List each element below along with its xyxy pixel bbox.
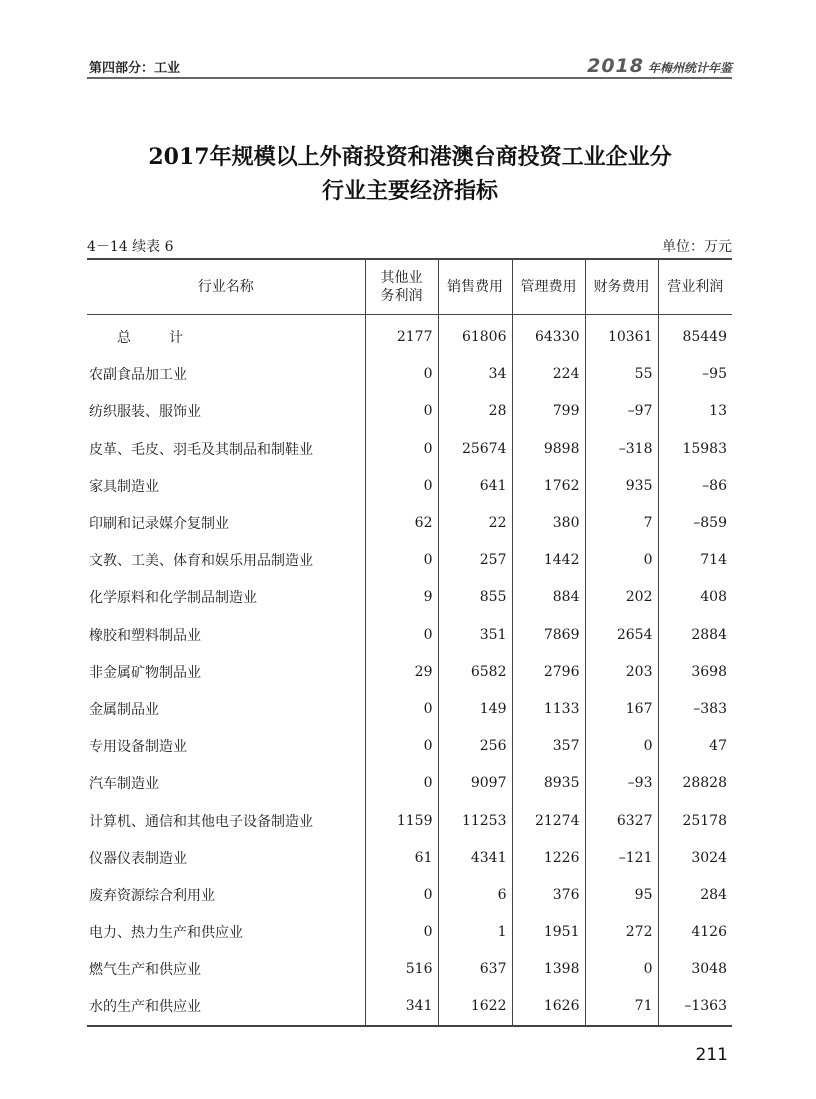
finance-expense-cell: 55	[585, 356, 658, 393]
table-row	[87, 579, 732, 616]
table-row	[87, 951, 732, 988]
admin-expense-cell: 380	[512, 504, 585, 541]
table-row	[87, 356, 732, 393]
other-profit-cell: 0	[365, 393, 438, 430]
finance-expense-cell: 167	[585, 690, 658, 727]
admin-expense-cell: 21274	[512, 802, 585, 839]
yearbook-title	[587, 55, 732, 77]
industry-name: 汽车制造业	[89, 776, 159, 793]
page-title	[60, 140, 760, 208]
finance-expense-cell: 0	[585, 542, 658, 579]
finance-expense-cell: 2654	[585, 616, 658, 653]
operating-profit-cell: 3698	[658, 653, 732, 690]
finance-expense-cell: –93	[585, 765, 658, 802]
industry-name: 化学原料和化学制品制造业	[89, 590, 257, 607]
sales-expense-cell: 28	[438, 393, 512, 430]
unit-label: 单位：万元	[662, 239, 732, 255]
admin-expense-cell: 884	[512, 579, 585, 616]
admin-expense-cell: 224	[512, 356, 585, 393]
finance-expense-cell: 10361	[585, 314, 658, 356]
operating-profit-cell: –383	[658, 690, 732, 727]
industry-name: 家具制造业	[89, 478, 159, 495]
operating-profit-cell: –95	[658, 356, 732, 393]
other-profit-cell: 29	[365, 653, 438, 690]
table-row	[87, 988, 732, 1026]
other-profit-cell: 62	[365, 504, 438, 541]
col-header-industry: 行业名称	[87, 259, 365, 314]
industry-name: 专用设备制造业	[89, 739, 187, 756]
table-row	[87, 616, 732, 653]
other-profit-cell: 1159	[365, 802, 438, 839]
industry-name: 水的生产和供应业	[87, 988, 365, 1026]
table-row	[87, 690, 732, 727]
sales-expense-cell: 61806	[438, 314, 512, 356]
sales-expense-cell: 25674	[438, 430, 512, 467]
operating-profit-cell: 4126	[658, 914, 732, 951]
finance-expense-cell: 95	[585, 876, 658, 913]
admin-expense-cell: 376	[512, 876, 585, 913]
table-row	[87, 393, 732, 430]
sales-expense-cell: 34	[438, 356, 512, 393]
industry-name: 皮革、毛皮、羽毛及其制品和制鞋业	[89, 441, 313, 458]
industry-name: 计算机、通信和其他电子设备制造业	[89, 813, 313, 830]
section-label: 第四部分：工业	[89, 61, 181, 76]
other-profit-cell: 0	[365, 765, 438, 802]
operating-profit-cell: 284	[658, 876, 732, 913]
table-row-total	[87, 314, 732, 356]
table-row	[87, 430, 732, 467]
finance-expense-cell: –121	[585, 839, 658, 876]
admin-expense-cell: 1626	[512, 988, 585, 1026]
industry-name: 仪器仪表制造业	[89, 850, 187, 867]
other-profit-cell: 2177	[365, 314, 438, 356]
admin-expense-cell: 8935	[512, 765, 585, 802]
table-row	[87, 467, 732, 504]
table-row	[87, 653, 732, 690]
other-profit-cell: 61	[365, 839, 438, 876]
table-row	[87, 728, 732, 765]
operating-profit-cell: –859	[658, 504, 732, 541]
operating-profit-cell: 47	[658, 728, 732, 765]
other-profit-cell: 0	[365, 616, 438, 653]
yearbook-year: 2018	[587, 55, 644, 77]
sales-expense-cell: 257	[438, 542, 512, 579]
admin-expense-cell: 1762	[512, 467, 585, 504]
finance-expense-cell: 0	[585, 951, 658, 988]
industry-name: 橡胶和塑料制品业	[89, 627, 201, 644]
admin-expense-cell: 7869	[512, 616, 585, 653]
table-row	[87, 542, 732, 579]
industry-name: 农副食品加工业	[89, 367, 187, 384]
industry-name: 文教、工美、体育和娱乐用品制造业	[89, 553, 313, 570]
other-profit-cell: 0	[365, 876, 438, 913]
other-profit-cell: 0	[365, 467, 438, 504]
other-profit-cell: 0	[365, 542, 438, 579]
finance-expense-cell: 272	[585, 914, 658, 951]
industry-name: 印刷和记录媒介复制业	[89, 516, 229, 533]
admin-expense-cell: 1226	[512, 839, 585, 876]
industry-name: 燃气生产和供应业	[89, 962, 201, 979]
industry-name: 金属制品业	[89, 701, 159, 718]
col-header-sales-expense: 销售费用	[438, 259, 512, 314]
sales-expense-cell: 6582	[438, 653, 512, 690]
finance-expense-cell: –318	[585, 430, 658, 467]
admin-expense-cell: 1951	[512, 914, 585, 951]
operating-profit-cell: 25178	[658, 802, 732, 839]
sales-expense-cell: 1	[438, 914, 512, 951]
table-row	[87, 876, 732, 913]
other-profit-cell: 0	[365, 690, 438, 727]
sales-expense-cell: 9097	[438, 765, 512, 802]
operating-profit-cell: 15983	[658, 430, 732, 467]
col-header-other-profit	[365, 259, 438, 314]
table-row	[87, 802, 732, 839]
operating-profit-cell: 85449	[658, 314, 732, 356]
page-number: 211	[695, 1045, 728, 1065]
operating-profit-cell: 28828	[658, 765, 732, 802]
other-profit-cell: 0	[365, 728, 438, 765]
operating-profit-cell: –86	[658, 467, 732, 504]
sales-expense-cell: 22	[438, 504, 512, 541]
other-profit-cell: 9	[365, 579, 438, 616]
table-header-row	[87, 259, 732, 314]
sales-expense-cell: 855	[438, 579, 512, 616]
sales-expense-cell: 149	[438, 690, 512, 727]
table-row	[87, 765, 732, 802]
admin-expense-cell: 1133	[512, 690, 585, 727]
sales-expense-cell: 351	[438, 616, 512, 653]
finance-expense-cell: 203	[585, 653, 658, 690]
table-row	[87, 504, 732, 541]
other-profit-cell: 0	[365, 356, 438, 393]
finance-expense-cell: 0	[585, 728, 658, 765]
operating-profit-cell: 2884	[658, 616, 732, 653]
operating-profit-cell: –1363	[658, 988, 732, 1026]
header-rule	[87, 77, 732, 79]
table-row	[87, 839, 732, 876]
col-header-finance-expense: 财务费用	[585, 259, 658, 314]
title-line-1: 2017年规模以上外商投资和港澳台商投资工业企业分	[148, 144, 672, 170]
sales-expense-cell: 1622	[438, 988, 512, 1026]
industry-name: 非金属矿物制品业	[89, 664, 201, 681]
admin-expense-cell: 357	[512, 728, 585, 765]
finance-expense-cell: 202	[585, 579, 658, 616]
data-table	[87, 258, 732, 1027]
operating-profit-cell: 714	[658, 542, 732, 579]
finance-expense-cell: –97	[585, 393, 658, 430]
other-profit-cell: 0	[365, 914, 438, 951]
admin-expense-cell: 64330	[512, 314, 585, 356]
col-header-admin-expense: 管理费用	[512, 259, 585, 314]
admin-expense-cell: 799	[512, 393, 585, 430]
running-head	[87, 55, 732, 77]
sales-expense-cell: 6	[438, 876, 512, 913]
title-line-2: 行业主要经济指标	[321, 178, 498, 204]
operating-profit-cell: 408	[658, 579, 732, 616]
industry-name: 电力、热力生产和供应业	[89, 925, 243, 942]
sales-expense-cell: 11253	[438, 802, 512, 839]
admin-expense-cell: 1398	[512, 951, 585, 988]
operating-profit-cell: 3048	[658, 951, 732, 988]
finance-expense-cell: 7	[585, 504, 658, 541]
finance-expense-cell: 6327	[585, 802, 658, 839]
operating-profit-cell: 3024	[658, 839, 732, 876]
industry-name: 废弃资源综合利用业	[89, 887, 215, 904]
operating-profit-cell: 13	[658, 393, 732, 430]
sales-expense-cell: 637	[438, 951, 512, 988]
finance-expense-cell: 935	[585, 467, 658, 504]
other-profit-cell: 516	[365, 951, 438, 988]
other-profit-cell: 0	[365, 430, 438, 467]
col-header-operating-profit: 营业利润	[658, 259, 732, 314]
admin-expense-cell: 9898	[512, 430, 585, 467]
admin-expense-cell: 2796	[512, 653, 585, 690]
admin-expense-cell: 1442	[512, 542, 585, 579]
sales-expense-cell: 256	[438, 728, 512, 765]
other-profit-cell: 341	[365, 988, 438, 1026]
industry-name: 总 计	[117, 330, 195, 347]
col-header-other-profit-line2: 务利润	[380, 287, 423, 304]
yearbook-name: 年梅州统计年鉴	[647, 61, 732, 75]
table-row	[87, 914, 732, 951]
table-number: 4－14 续表 6	[87, 239, 174, 255]
industry-name: 纺织服装、服饰业	[89, 404, 201, 421]
sales-expense-cell: 4341	[438, 839, 512, 876]
finance-expense-cell: 71	[585, 988, 658, 1026]
sales-expense-cell: 641	[438, 467, 512, 504]
col-header-other-profit-line1: 其他业	[380, 269, 423, 286]
